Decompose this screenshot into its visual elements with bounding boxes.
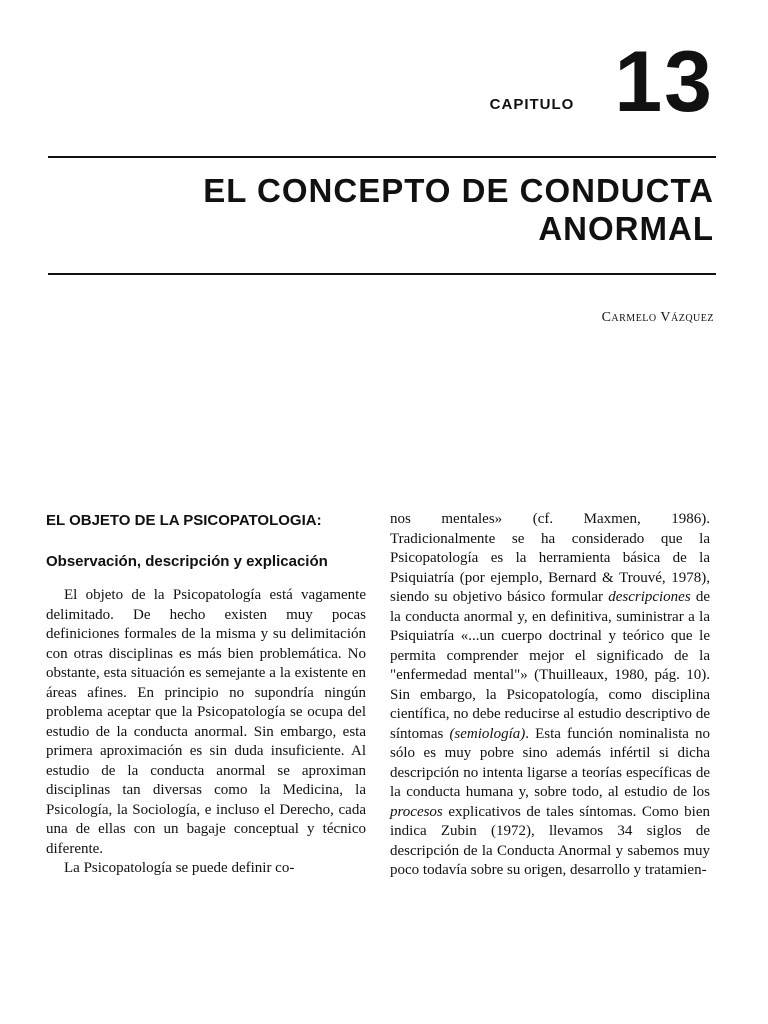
emphasis-text: (semiología): [449, 725, 526, 742]
text-run: nos mentales» (cf. Maxmen, 1986). Tradicionalmente se ha considerado que la Psicopatología es la herramienta básica de la Psiquiatría (por ejemplo, Bernard & Trouvé, 1978), siendo su objetivo básico formular: [390, 511, 710, 605]
body-paragraph: El objeto de la Psicopatología está vagamente delimitado. De hecho existen muy pocas definiciones formales de la misma y su delimitación con otras disciplinas es más bien problemática. No obstante, esta situación es semejante a la existente en áreas afines. En principio no supondría ningún problema aceptar que la Psicopatología se ocupa del estudio de la conducta anormal. Sin embargo, esta primera aproximación es sin duda insuficiente. Al estudio de la conducta anormal se aproximan disciplinas tan diversas como la Medicina, la Psicología, la Sociología, e incluso el Derecho, cada una de ellas con un bagaje conceptual y técnico diferente.: [46, 587, 366, 857]
right-column: [390, 510, 710, 881]
left-column: [46, 510, 366, 879]
top-rule: [48, 156, 716, 158]
body-paragraph: La Psicopatología se puede definir co-: [64, 860, 295, 876]
bottom-rule: [48, 273, 716, 275]
body-paragraph-continued: [390, 510, 710, 881]
author-name: Carmelo Vázquez: [601, 310, 714, 325]
chapter-label: CAPITULO: [489, 96, 575, 114]
chapter-number: 13: [614, 34, 714, 130]
text-run: . Esta función nominalista no sólo es muy pobre sino además infértil si dicha descripción no intenta ligarse a teorías específicas de la conducta humana y, sobre todo, al estudio de los: [390, 725, 711, 800]
chapter-header: [489, 34, 714, 130]
emphasis-text: descripciones: [608, 589, 691, 605]
emphasis-text: procesos: [390, 803, 443, 820]
section-heading: EL OBJETO DE LA PSICOPATOLOGIA:: [46, 512, 322, 529]
text-run: de la conducta anormal y, en definitiva, suministrar a la Psiquiatría «...un cuerpo doctrinal y teórico que le permita comprender mejor el significado de la "enfermedad mental"» (Thuilleaux, 1980, pág. 10). Sin embargo, la Psicopatología, como disciplina científica, no debe reducirse al estudio descriptivo de síntomas: [390, 589, 710, 742]
text-run: explicativos de tales síntomas. Como bien indica Zubin (1972), llevamos 34 siglos de descripción de la Conducta Anormal y sabemos muy poco todavía sobre su origen, desarrollo y tratamien-: [390, 803, 710, 878]
chapter-title: EL CONCEPTO DE CONDUCTA ANORMAL: [203, 172, 714, 247]
section-subheading: Observación, descripción y explicación: [46, 553, 328, 570]
